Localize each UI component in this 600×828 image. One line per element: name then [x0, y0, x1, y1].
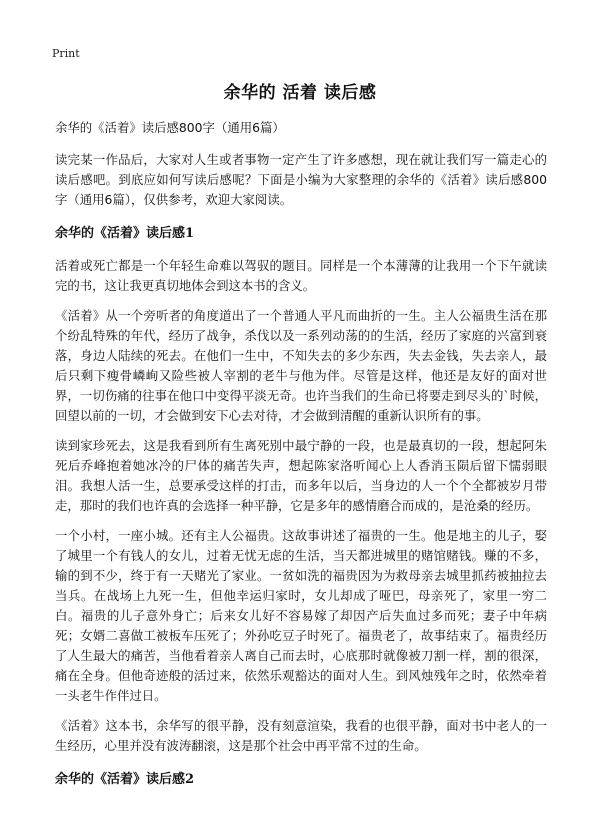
intro-paragraph: 读完某一作品后，大家对人生或者事物一定产生了许多感想，现在就让我们写一篇走心的读后感吧。到底应如何写读后感呢？下面是小编为大家整理的余华的《活着》读后感800字（通用6篇），仅供参考，欢迎大家阅读。	[55, 152, 547, 207]
page-title: 余华的 活着 读后感	[223, 83, 377, 103]
article-body	[55, 118, 547, 802]
section1-paragraph: 读到家珍死去，这是我看到所有生离死别中最宁静的一段，也是最真切的一段，想起阿朱死后乔峰抱着她冰冷的尸体的痛苦失声，想起陈家洛听闻心上人香消玉陨后留下懦弱眼泪。我想人活一生，总要承受这样的打击，而多年以后，当身边的人一个个全都被岁月带走，那时的我们也许真的会选择一种平静，它是多年的感情磨合而成的，是沧桑的经历。	[55, 438, 547, 513]
section1-paragraph: 活着或死亡都是一个年轻生命难以驾驭的题目。同样是一个本薄薄的让我用一个下午就读完的书，这让我更真切地体会到这本书的含义。	[55, 258, 547, 293]
article-subtitle: 余华的《活着》读后感800字（通用6篇）	[55, 120, 285, 135]
section1-paragraph: 一个小村，一座小城。还有主人公福贵。这故事讲述了福贵的一生。他是地主的儿子，娶了城里一个有钱人的女儿，过着无忧无虑的生活，当天都进城里的赌馆赌钱。赚的不多，输的到不少，终于有一天赌光了家业。一贫如洗的福贵因为为救母亲去城里抓药被抽拉去当兵。在战场上九死一生，但他幸运归家时，女儿却成了哑巴，母亲死了，家里一穷二白。福贵的儿子意外身亡；后来女儿好不容易嫁了却因产后失血过多而死；妻子中年病死；女婿二喜做工被板车压死了；外孙吃豆子时死了。福贵老了，故事结束了。福贵经历了人生最大的痛苦，当他看着亲人离自己而去时，心底那时就像被刀割一样，割的很深，痛在全身。但他奇迹般的活过来，依然乐观豁达的面对人生。到风烛残年之时，依然牵着一头老牛作伴过日。	[55, 528, 547, 703]
print-link[interactable]: Print	[52, 47, 80, 60]
section-heading-1: 余华的《活着》读后感1	[55, 226, 195, 241]
section1-paragraph: 《活着》从一个旁听者的角度道出了一个普通人平凡而曲折的一生。主人公福贵生活在那个纷乱特殊的年代，经历了战争，杀伐以及一系列动荡的的生活，经历了家庭的兴富到衰落，身边人陆续的死去。在他们一生中，不知失去的多少东西，失去金钱，失去亲人，最后只剩下瘦骨嶙峋又险些被人宰割的老牛与他为伴。尽管是这样，他还是友好的面对世界，一切伤痛的往事在他口中变得平淡无奇。也许当我们的生命已将要走到尽头的`时候，回望以前的一切，才会做到安下心去对待，才会做到清醒的重新认识所有的事。	[55, 308, 547, 423]
section-heading-2: 余华的《活着》读后感2	[55, 772, 195, 787]
section1-paragraph: 《活着》这本书，余华写的很平静，没有刻意渲染，我看的也很平静，面对书中老人的一生经历，心里并没有波涛翻滚，这是那个社会中再平常不过的生命。	[55, 718, 547, 753]
